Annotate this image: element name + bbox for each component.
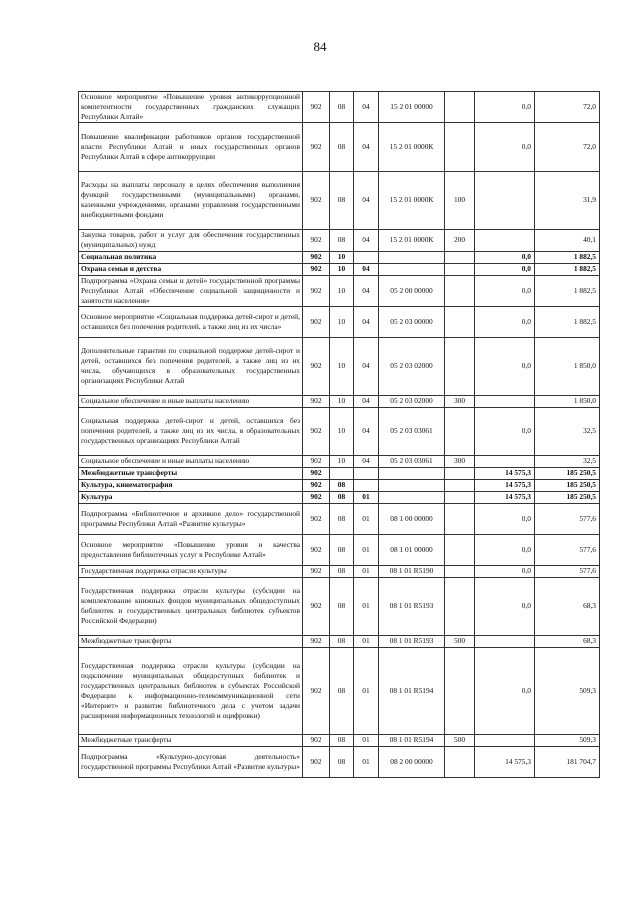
table-row bbox=[79, 306, 600, 337]
cell-department-code: 902 bbox=[303, 577, 330, 635]
table-row bbox=[79, 122, 600, 171]
cell-target-article: 05 2 03 02000 bbox=[379, 337, 445, 395]
cell-expense-type bbox=[445, 467, 475, 479]
cell-section-code: 10 bbox=[330, 395, 354, 407]
cell-name: Закупка товаров, работ и услуг для обеспечения государственных (муниципальных) нужд bbox=[79, 229, 303, 251]
cell-subsection-code bbox=[354, 251, 379, 263]
cell-subsection-code: 01 bbox=[354, 577, 379, 635]
cell-amount-2: 1 882,5 bbox=[535, 275, 600, 306]
cell-section-code: 08 bbox=[330, 647, 354, 734]
cell-subsection-code: 04 bbox=[354, 395, 379, 407]
cell-expense-type: 500 bbox=[445, 734, 475, 746]
cell-amount-1 bbox=[475, 455, 535, 467]
cell-target-article bbox=[379, 491, 445, 503]
table-row bbox=[79, 577, 600, 635]
cell-amount-2: 72,0 bbox=[535, 92, 600, 123]
table-row bbox=[79, 275, 600, 306]
cell-expense-type bbox=[445, 122, 475, 171]
cell-subsection-code: 04 bbox=[354, 171, 379, 229]
cell-department-code: 902 bbox=[303, 171, 330, 229]
table-row bbox=[79, 647, 600, 734]
cell-subsection-code: 01 bbox=[354, 565, 379, 577]
cell-amount-1: 0,0 bbox=[475, 92, 535, 123]
cell-name: Подпрограмма «Культурно-досуговая деятельность» государственной программы Республики Алтай «Развитие культуры» bbox=[79, 746, 303, 777]
cell-subsection-code: 04 bbox=[354, 122, 379, 171]
cell-section-code: 10 bbox=[330, 455, 354, 467]
cell-target-article: 15 2 01 00000 bbox=[379, 92, 445, 123]
cell-target-article: 08 1 01 R5194 bbox=[379, 647, 445, 734]
table-row bbox=[79, 171, 600, 229]
cell-expense-type bbox=[445, 263, 475, 275]
cell-amount-1: 0,0 bbox=[475, 275, 535, 306]
cell-amount-2: 1 850,0 bbox=[535, 337, 600, 395]
cell-target-article: 05 2 00 00000 bbox=[379, 275, 445, 306]
cell-amount-1 bbox=[475, 395, 535, 407]
cell-department-code: 902 bbox=[303, 407, 330, 455]
cell-department-code: 902 bbox=[303, 534, 330, 565]
cell-amount-1: 0,0 bbox=[475, 251, 535, 263]
table-row bbox=[79, 407, 600, 455]
cell-subsection-code: 01 bbox=[354, 534, 379, 565]
cell-name: Основное мероприятие «Повышение уровня и качества предоставления библиотечных услуг в Республике Алтай» bbox=[79, 534, 303, 565]
cell-expense-type bbox=[445, 306, 475, 337]
cell-department-code: 902 bbox=[303, 746, 330, 777]
cell-subsection-code: 01 bbox=[354, 734, 379, 746]
cell-target-article: 05 2 03 00000 bbox=[379, 306, 445, 337]
cell-target-article: 08 1 01 00000 bbox=[379, 534, 445, 565]
cell-expense-type bbox=[445, 251, 475, 263]
cell-section-code: 08 bbox=[330, 171, 354, 229]
cell-name: Основное мероприятие «Повышение уровня антикоррупционной компетентности государственных гражданских служащих Республики Алтай» bbox=[79, 92, 303, 123]
cell-target-article bbox=[379, 251, 445, 263]
cell-target-article bbox=[379, 479, 445, 491]
cell-department-code: 902 bbox=[303, 92, 330, 123]
cell-expense-type: 100 bbox=[445, 171, 475, 229]
cell-target-article bbox=[379, 467, 445, 479]
cell-amount-2: 1 882,5 bbox=[535, 306, 600, 337]
cell-amount-1 bbox=[475, 734, 535, 746]
cell-subsection-code: 04 bbox=[354, 306, 379, 337]
cell-amount-1: 0,0 bbox=[475, 565, 535, 577]
cell-amount-1: 0,0 bbox=[475, 306, 535, 337]
table-row bbox=[79, 455, 600, 467]
cell-amount-1: 14 575,3 bbox=[475, 746, 535, 777]
cell-expense-type bbox=[445, 479, 475, 491]
cell-amount-1: 0,0 bbox=[475, 647, 535, 734]
cell-amount-2: 577,6 bbox=[535, 565, 600, 577]
cell-section-code: 08 bbox=[330, 92, 354, 123]
cell-subsection-code: 01 bbox=[354, 635, 379, 647]
cell-amount-1 bbox=[475, 635, 535, 647]
cell-department-code: 902 bbox=[303, 122, 330, 171]
table-row bbox=[79, 92, 600, 123]
table-row bbox=[79, 467, 600, 479]
cell-section-code: 08 bbox=[330, 229, 354, 251]
cell-amount-1: 0,0 bbox=[475, 407, 535, 455]
table-row bbox=[79, 479, 600, 491]
cell-department-code: 902 bbox=[303, 635, 330, 647]
cell-subsection-code: 04 bbox=[354, 263, 379, 275]
cell-name: Государственная поддержка отрасли культуры bbox=[79, 565, 303, 577]
cell-section-code: 10 bbox=[330, 263, 354, 275]
cell-name: Государственная поддержка отрасли культуры (субсидии на подключение муниципальных общедоступных библиотек и государственных центральных библиотек в субъектах Российской Федерации к информационно-телекоммуникационной сети «Интернет» и развитие библиотечного дела с учетом задачи расширения информационных технологий и оцифровки) bbox=[79, 647, 303, 734]
cell-target-article: 08 1 01 R5193 bbox=[379, 635, 445, 647]
cell-amount-2: 509,3 bbox=[535, 734, 600, 746]
cell-target-article: 15 2 01 0000К bbox=[379, 171, 445, 229]
cell-amount-2: 1 850,0 bbox=[535, 395, 600, 407]
cell-expense-type bbox=[445, 577, 475, 635]
cell-amount-2: 31,9 bbox=[535, 171, 600, 229]
cell-department-code: 902 bbox=[303, 503, 330, 534]
cell-subsection-code: 04 bbox=[354, 229, 379, 251]
cell-amount-1: 14 575,3 bbox=[475, 479, 535, 491]
cell-amount-1: 0,0 bbox=[475, 577, 535, 635]
cell-expense-type bbox=[445, 534, 475, 565]
cell-name: Основное мероприятие «Социальная поддержка детей-сирот и детей, оставшихся без попечения родителей, а также лиц из их числа» bbox=[79, 306, 303, 337]
cell-expense-type bbox=[445, 407, 475, 455]
cell-department-code: 902 bbox=[303, 734, 330, 746]
cell-name: Межбюджетные трансферты bbox=[79, 467, 303, 479]
cell-department-code: 902 bbox=[303, 337, 330, 395]
cell-amount-1: 0,0 bbox=[475, 534, 535, 565]
cell-expense-type: 300 bbox=[445, 455, 475, 467]
cell-target-article: 08 1 00 00000 bbox=[379, 503, 445, 534]
cell-subsection-code: 04 bbox=[354, 337, 379, 395]
cell-expense-type bbox=[445, 503, 475, 534]
cell-section-code: 08 bbox=[330, 491, 354, 503]
cell-amount-2: 68,3 bbox=[535, 635, 600, 647]
cell-subsection-code: 01 bbox=[354, 503, 379, 534]
cell-department-code: 902 bbox=[303, 565, 330, 577]
table-row bbox=[79, 491, 600, 503]
cell-amount-2: 40,1 bbox=[535, 229, 600, 251]
cell-name: Социальное обеспечение и иные выплаты населению bbox=[79, 395, 303, 407]
cell-amount-2: 32,5 bbox=[535, 455, 600, 467]
cell-amount-2: 32,5 bbox=[535, 407, 600, 455]
cell-section-code: 10 bbox=[330, 306, 354, 337]
cell-expense-type bbox=[445, 92, 475, 123]
cell-target-article: 05 2 03 02000 bbox=[379, 395, 445, 407]
cell-section-code: 10 bbox=[330, 407, 354, 455]
cell-department-code: 902 bbox=[303, 467, 330, 479]
cell-expense-type bbox=[445, 491, 475, 503]
cell-expense-type: 300 bbox=[445, 395, 475, 407]
cell-subsection-code: 04 bbox=[354, 92, 379, 123]
cell-section-code: 08 bbox=[330, 577, 354, 635]
cell-section-code: 08 bbox=[330, 534, 354, 565]
cell-target-article: 15 2 01 0000К bbox=[379, 229, 445, 251]
cell-department-code: 902 bbox=[303, 479, 330, 491]
cell-expense-type: 200 bbox=[445, 229, 475, 251]
cell-amount-2: 1 882,5 bbox=[535, 263, 600, 275]
cell-amount-2: 72,0 bbox=[535, 122, 600, 171]
cell-amount-1 bbox=[475, 171, 535, 229]
cell-amount-2: 185 250,5 bbox=[535, 479, 600, 491]
table-row bbox=[79, 534, 600, 565]
cell-department-code: 902 bbox=[303, 455, 330, 467]
cell-department-code: 902 bbox=[303, 306, 330, 337]
cell-name: Охрана семьи и детства bbox=[79, 263, 303, 275]
cell-name: Межбюджетные трансферты bbox=[79, 635, 303, 647]
cell-target-article: 08 1 01 R5193 bbox=[379, 577, 445, 635]
cell-name: Межбюджетные трансферты bbox=[79, 734, 303, 746]
cell-department-code: 902 bbox=[303, 251, 330, 263]
cell-amount-1: 14 575,3 bbox=[475, 467, 535, 479]
cell-section-code: 08 bbox=[330, 565, 354, 577]
cell-department-code: 902 bbox=[303, 275, 330, 306]
table-row bbox=[79, 734, 600, 746]
cell-subsection-code: 04 bbox=[354, 407, 379, 455]
cell-expense-type bbox=[445, 565, 475, 577]
cell-section-code: 10 bbox=[330, 337, 354, 395]
cell-subsection-code: 01 bbox=[354, 647, 379, 734]
cell-department-code: 902 bbox=[303, 229, 330, 251]
table-row bbox=[79, 565, 600, 577]
cell-department-code: 902 bbox=[303, 395, 330, 407]
cell-amount-1: 0,0 bbox=[475, 503, 535, 534]
cell-section-code: 08 bbox=[330, 734, 354, 746]
cell-amount-1 bbox=[475, 229, 535, 251]
cell-section-code: 08 bbox=[330, 746, 354, 777]
cell-amount-2: 185 250,5 bbox=[535, 491, 600, 503]
cell-amount-2: 181 704,7 bbox=[535, 746, 600, 777]
cell-department-code: 902 bbox=[303, 647, 330, 734]
cell-name: Государственная поддержка отрасли культуры (субсидии на комплектование книжных фондов муниципальных общедоступных библиотек и государственных центральных библиотек субъектов Российской Федерации) bbox=[79, 577, 303, 635]
cell-amount-2: 577,6 bbox=[535, 503, 600, 534]
cell-subsection-code: 01 bbox=[354, 746, 379, 777]
table-row bbox=[79, 263, 600, 275]
cell-amount-2: 1 882,5 bbox=[535, 251, 600, 263]
cell-target-article: 08 2 00 00000 bbox=[379, 746, 445, 777]
cell-name: Социальная поддержка детей-сирот и детей, оставшихся без попечения родителей, а также лиц из их числа, в образовательных государственных организациях Республики Алтай bbox=[79, 407, 303, 455]
cell-name: Социальная политика bbox=[79, 251, 303, 263]
cell-target-article: 05 2 03 03061 bbox=[379, 407, 445, 455]
table-row bbox=[79, 229, 600, 251]
cell-target-article: 08 1 01 R5194 bbox=[379, 734, 445, 746]
cell-target-article: 05 2 03 03061 bbox=[379, 455, 445, 467]
cell-subsection-code: 01 bbox=[354, 491, 379, 503]
table-row bbox=[79, 503, 600, 534]
cell-name: Культура, кинематография bbox=[79, 479, 303, 491]
cell-section-code: 08 bbox=[330, 479, 354, 491]
cell-target-article: 08 1 01 R5190 bbox=[379, 565, 445, 577]
table-row bbox=[79, 337, 600, 395]
page-number: 84 bbox=[313, 39, 327, 54]
table-row bbox=[79, 746, 600, 777]
cell-subsection-code: 04 bbox=[354, 275, 379, 306]
cell-expense-type bbox=[445, 337, 475, 395]
cell-amount-1: 0,0 bbox=[475, 122, 535, 171]
cell-section-code: 08 bbox=[330, 503, 354, 534]
cell-amount-2: 577,6 bbox=[535, 534, 600, 565]
cell-section-code: 10 bbox=[330, 275, 354, 306]
cell-expense-type: 500 bbox=[445, 635, 475, 647]
cell-name: Подпрограмма «Библиотечное и архивное дело» государственной программы Республики Алтай «Развитие культуры» bbox=[79, 503, 303, 534]
cell-section-code: 08 bbox=[330, 635, 354, 647]
cell-subsection-code: 04 bbox=[354, 455, 379, 467]
cell-section-code: 08 bbox=[330, 122, 354, 171]
table-row bbox=[79, 395, 600, 407]
cell-amount-2: 185 250,5 bbox=[535, 467, 600, 479]
table-row bbox=[79, 635, 600, 647]
budget-table bbox=[78, 91, 600, 778]
cell-expense-type bbox=[445, 746, 475, 777]
cell-name: Дополнительные гарантии по социальной поддержке детей-сирот и детей, оставшихся без попечения родителей, а также лиц из их числа, обучающихся в образовательных государственных организациях Республики Алтай bbox=[79, 337, 303, 395]
cell-amount-1: 0,0 bbox=[475, 263, 535, 275]
cell-name: Подпрограмма «Охрана семьи и детей» государственной программы Республики Алтай «Обеспечение социальной защищенности и занятости населения» bbox=[79, 275, 303, 306]
cell-target-article: 15 2 01 0000К bbox=[379, 122, 445, 171]
cell-amount-1: 14 575,3 bbox=[475, 491, 535, 503]
cell-expense-type bbox=[445, 647, 475, 734]
cell-section-code: 10 bbox=[330, 251, 354, 263]
cell-amount-2: 68,3 bbox=[535, 577, 600, 635]
cell-expense-type bbox=[445, 275, 475, 306]
cell-department-code: 902 bbox=[303, 491, 330, 503]
cell-department-code: 902 bbox=[303, 263, 330, 275]
cell-subsection-code bbox=[354, 467, 379, 479]
cell-amount-1: 0,0 bbox=[475, 337, 535, 395]
cell-name: Расходы на выплаты персоналу в целях обеспечения выполнения функций государственными (муниципальными) органами, казенными учреждениями, органами управления государственными внебюджетными фондами bbox=[79, 171, 303, 229]
cell-name: Повышение квалификации работников органов государственной власти Республики Алтай и иных государственных органов Республики Алтай в сфере антикоррупции bbox=[79, 122, 303, 171]
cell-name: Культура bbox=[79, 491, 303, 503]
cell-name: Социальное обеспечение и иные выплаты населению bbox=[79, 455, 303, 467]
table-row bbox=[79, 251, 600, 263]
cell-section-code bbox=[330, 467, 354, 479]
cell-subsection-code bbox=[354, 479, 379, 491]
cell-amount-2: 509,3 bbox=[535, 647, 600, 734]
cell-target-article bbox=[379, 263, 445, 275]
